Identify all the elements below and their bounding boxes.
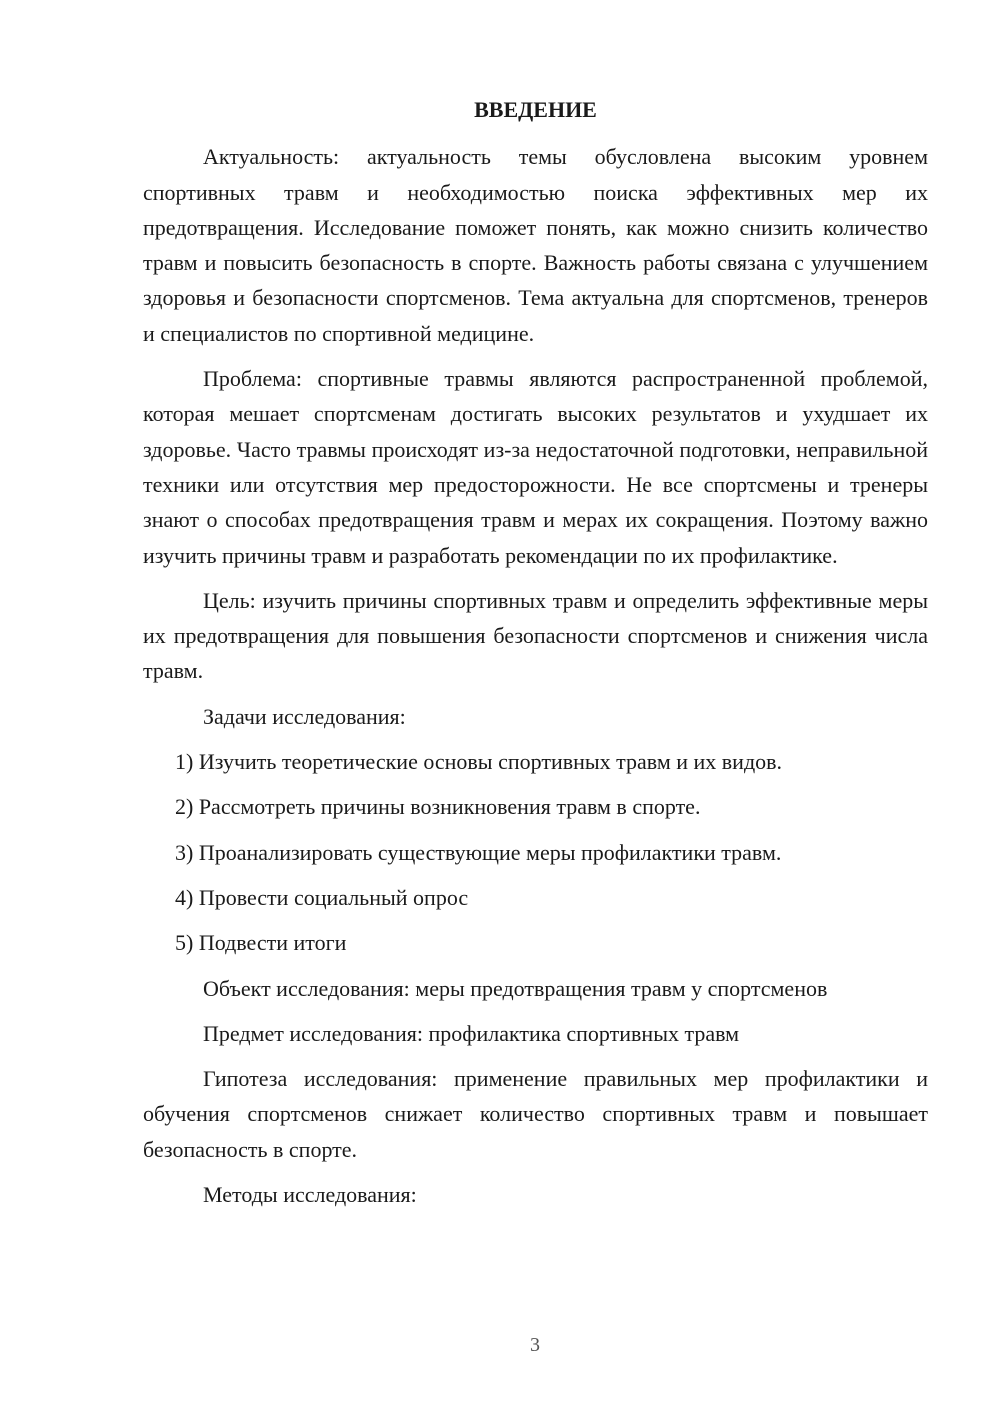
- problem-paragraph: Проблема: спортивные травмы являются распространенной проблемой, которая мешает спортсменам достигать высоких результатов и ухудшает их здоровье. Часто травмы происходят из-за недостаточной подготовки, неправильной техники или отсутствия мер предосторожности. Не все спортсмены и тренеры знают о способах предотвращения травм и мерах их сокращения. Поэтому важно изучить причины травм и разработать рекомендации по их профилактике.: [143, 366, 928, 568]
- list-item: 5) Подвести итоги: [175, 930, 347, 956]
- research-subject: Предмет исследования: профилактика спортивных травм: [203, 1020, 740, 1046]
- list-item: 1) Изучить теоретические основы спортивных травм и их видов.: [175, 749, 783, 775]
- page-title: ВВЕДЕНИЕ: [474, 97, 597, 122]
- page-number: 3: [530, 1334, 540, 1356]
- research-object: Объект исследования: меры предотвращения травм у спортсменов: [203, 975, 828, 1001]
- list-item: 2) Рассмотреть причины возникновения травм в спорте.: [175, 794, 701, 820]
- document-page: [143, 92, 928, 1222]
- relevance-paragraph: Актуальность: актуальность темы обусловлена высоким уровнем спортивных травм и необходимостью поиска эффективных мер их предотвращения. Исследование поможет понять, как можно снизить количество травм и повысить безопасность в спорте. Важность работы связана с улучшением здоровья и безопасности спортсменов. Тема актуальна для спортсменов, тренеров и специалистов по спортивной медицине.: [143, 144, 928, 346]
- list-item: 3) Проанализировать существующие меры профилактики травм.: [175, 839, 782, 865]
- goal-paragraph: Цель: изучить причины спортивных травм и определить эффективные меры их предотвращения для повышения безопасности спортсменов и снижения числа травм.: [143, 587, 928, 684]
- hypothesis-paragraph: Гипотеза исследования: применение правильных мер профилактики и обучения спортсменов снижает количество спортивных травм и повышает безопасность в спорте.: [143, 1066, 928, 1162]
- tasks-list: [143, 744, 928, 960]
- methods-heading: Методы исследования:: [203, 1182, 417, 1208]
- list-item: 4) Провести социальный опрос: [175, 884, 469, 910]
- tasks-heading: Задачи исследования:: [203, 703, 406, 729]
